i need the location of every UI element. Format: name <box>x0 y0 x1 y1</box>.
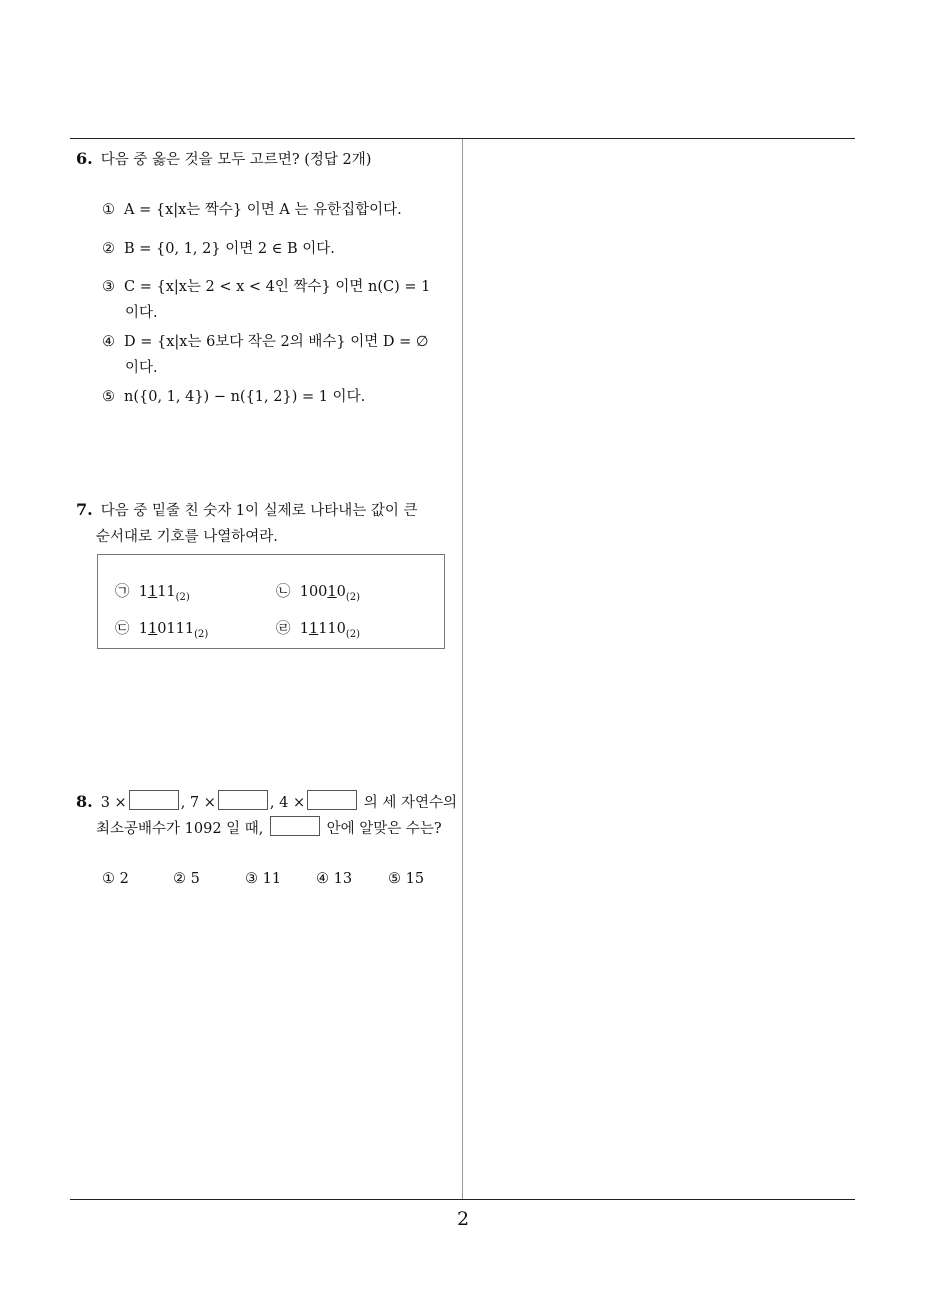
q7-item-c[interactable] <box>115 617 208 638</box>
underlined-digit: 1 <box>147 621 158 637</box>
digits: 1 <box>138 584 148 600</box>
digits: 1 <box>138 621 148 637</box>
underlined-digit: 1 <box>327 584 337 600</box>
option-mark: ⑤ <box>388 871 401 887</box>
option-mark: ③ <box>245 871 258 887</box>
answer-blank[interactable] <box>218 790 268 810</box>
choice-continuation: 이다. <box>125 360 158 376</box>
q8-option-3[interactable] <box>245 871 281 887</box>
option-value: 11 <box>262 871 282 887</box>
q6-choice-2[interactable] <box>102 236 452 262</box>
choice-continuation: 이다. <box>125 305 158 321</box>
option-value: 13 <box>333 871 353 887</box>
answer-blank[interactable] <box>129 790 179 810</box>
q7-item-b[interactable] <box>276 580 360 601</box>
base-subscript: (2) <box>175 592 190 603</box>
option-value: 5 <box>190 871 200 887</box>
digits: 0111 <box>157 621 195 637</box>
base-subscript: (2) <box>194 629 209 640</box>
question-6 <box>76 146 460 173</box>
column-divider <box>462 139 463 1199</box>
q8-option-1[interactable] <box>102 871 129 887</box>
answer-blank[interactable] <box>270 816 320 836</box>
question-number: 7. <box>76 500 93 519</box>
digits: 110 <box>318 621 346 637</box>
expr-a: 3 × <box>100 795 127 811</box>
base-subscript: (2) <box>345 629 361 640</box>
expr-c: , 4 × <box>269 795 306 811</box>
item-mark: ㉠ <box>115 584 130 600</box>
item-mark: ㉡ <box>276 584 291 600</box>
option-value: 2 <box>119 871 129 887</box>
q8-option-2[interactable] <box>173 871 200 887</box>
line2-tail: 안에 알맞은 수는? <box>326 821 442 837</box>
choice-text: C = {x|x는 2 < x < 4인 짝수} 이면 n(C) = 1 <box>124 279 431 295</box>
choice-text: D = {x|x는 6보다 작은 2의 배수} 이면 D = ∅ <box>124 334 429 350</box>
item-mark: ㉢ <box>115 621 130 637</box>
q7-item-d[interactable] <box>276 617 360 638</box>
choice-mark: ⑤ <box>102 389 115 405</box>
choice-text: B = {0, 1, 2} 이면 2 ∈ B 이다. <box>124 241 335 257</box>
digits: 11 <box>157 584 176 600</box>
underlined-digit: 1 <box>308 621 319 637</box>
choice-text: A = {x|x는 짝수} 이면 A 는 유한집합이다. <box>124 202 402 218</box>
expr-b: , 7 × <box>180 795 216 811</box>
item-mark: ㉣ <box>276 621 291 637</box>
option-mark: ② <box>173 871 186 887</box>
option-mark: ④ <box>316 871 329 887</box>
choice-mark: ② <box>102 241 115 257</box>
question-prompt-line1: 다음 중 밑줄 친 숫자 1이 실제로 나타내는 값이 큰 <box>100 503 418 519</box>
q6-choice-4[interactable] <box>102 329 452 381</box>
line2-head: 최소공배수가 1092 일 때, <box>96 821 264 837</box>
option-mark: ① <box>102 871 115 887</box>
digits: 100 <box>299 584 328 600</box>
option-value: 15 <box>405 871 425 887</box>
q8-option-4[interactable] <box>316 871 352 887</box>
answer-blank[interactable] <box>307 790 357 810</box>
bottom-rule <box>70 1199 855 1200</box>
q6-choice-5[interactable] <box>102 384 452 410</box>
line1-tail: 의 세 자연수의 <box>363 795 457 811</box>
q8-option-5[interactable] <box>388 871 424 887</box>
question-number: 8. <box>76 792 93 811</box>
digits: 0 <box>336 584 346 600</box>
question-prompt: 다음 중 옳은 것을 모두 고르면? (정답 2개) <box>100 152 372 168</box>
page-number: 2 <box>456 1208 470 1230</box>
digits: 1 <box>299 621 309 637</box>
question-number: 6. <box>76 149 93 168</box>
question-8 <box>76 789 480 842</box>
question-7 <box>76 497 480 550</box>
question-prompt-line2: 순서대로 기호를 나열하여라. <box>96 529 278 545</box>
q7-item-a[interactable] <box>115 580 190 601</box>
choice-mark: ① <box>102 202 115 218</box>
choice-mark: ③ <box>102 279 115 295</box>
choice-mark: ④ <box>102 334 115 350</box>
q6-choice-1[interactable] <box>102 197 452 223</box>
q6-choice-3[interactable] <box>102 274 452 326</box>
choice-text: n({0, 1, 4}) − n({1, 2}) = 1 이다. <box>124 389 366 405</box>
underlined-digit: 1 <box>147 584 158 600</box>
base-subscript: (2) <box>345 592 361 603</box>
